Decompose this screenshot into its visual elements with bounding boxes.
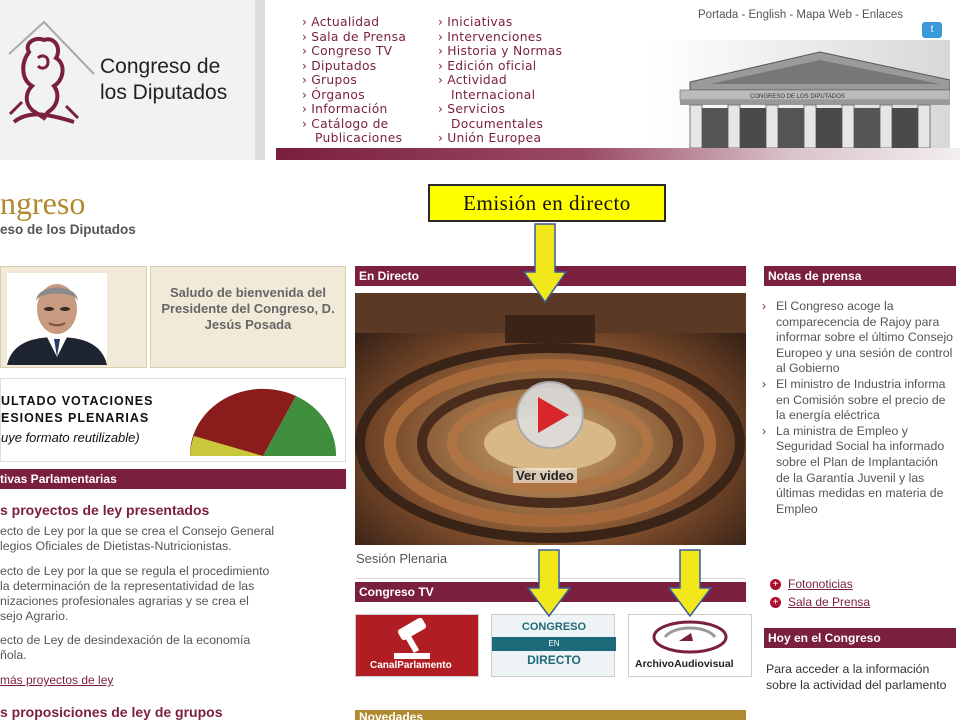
nav-item-catalogo[interactable]: › Catálogo de	[302, 116, 389, 131]
archivo-audiovisual-tile[interactable]	[628, 614, 752, 677]
live-broadcast-annotation: Emisión en directo	[428, 184, 666, 222]
arrow-down-icon	[522, 222, 568, 304]
arrow-down-icon	[667, 548, 713, 618]
canal-parlamento-label: CanalParlamento	[370, 660, 452, 671]
main-nav-column-1	[302, 15, 442, 146]
nav-item-historia-normas[interactable]: › Historia y Normas	[438, 44, 563, 58]
chevron-right-icon: ›	[438, 44, 444, 58]
archive-icon	[629, 617, 751, 657]
nav-item-edicion-oficial[interactable]: › Edición oficial	[438, 58, 537, 73]
president-portrait-image	[7, 273, 107, 365]
chevron-right-icon: ›	[438, 29, 444, 44]
page-subtitle: eso de los Diputados	[0, 222, 136, 237]
nav-item-congreso-tv[interactable]: › Congreso TV	[302, 44, 393, 58]
nav-item-sala-de-prensa[interactable]: › Sala de Prensa	[302, 29, 407, 44]
president-welcome-link[interactable]: Saludo de bienvenida del Presidente del Congreso, D. Jesús Posada	[150, 266, 346, 368]
chevron-right-icon: ›	[302, 29, 308, 44]
chevron-right-icon: ›	[762, 376, 767, 391]
chevron-right-icon: ›	[302, 73, 308, 87]
president-photo[interactable]	[0, 266, 147, 368]
nav-item-actualidad[interactable]: › Actualidad	[302, 15, 380, 29]
project-item[interactable]: ecto de Ley por la que se crea el Consejo General legios Oficiales de Dietistas-Nutricionistas.	[0, 524, 275, 553]
press-note-item[interactable]: › El Congreso acoge la comparecencia de Rajoy para informar sobre el último Consejo Europeo y una sesión de control al Gobierno	[762, 299, 954, 376]
logo-line1: Congreso de	[100, 55, 221, 78]
directo-label-line3: DIRECTO	[527, 653, 581, 667]
today-header: Hoy en el Congreso	[764, 628, 956, 648]
chevron-right-icon: ›	[302, 87, 308, 102]
congreso-en-directo-tile[interactable]	[491, 614, 615, 677]
today-description[interactable]: Para acceder a la información sobre la actividad del parlamento	[766, 662, 947, 692]
arrow-down-icon	[526, 548, 572, 618]
logo-text	[100, 54, 260, 106]
page-title: ngreso	[0, 185, 86, 221]
chevron-right-icon: ›	[438, 73, 444, 87]
novedades-header: Novedades	[355, 710, 746, 720]
building-inscription: CONGRESO DE LOS DIPUTADOS	[750, 94, 845, 100]
nav-item-actividad-cont[interactable]: Internacional	[451, 87, 536, 102]
chevron-right-icon: ›	[302, 44, 308, 58]
votes-title-line1: ULTADO VOTACIONES	[1, 394, 154, 408]
votes-format-note: uye formato reutilizable)	[1, 430, 140, 445]
video-caption: Sesión Plenaria	[356, 551, 448, 566]
archivo-label: ArchivoAudiovisual	[635, 658, 734, 670]
main-nav-column-2	[438, 15, 598, 146]
projects-heading[interactable]: s proyectos de ley presentados	[0, 502, 210, 518]
congreso-tv-header: Congreso TV	[355, 582, 746, 602]
propositions-heading[interactable]: s proposiciones de ley de grupos	[0, 704, 223, 720]
nav-item-iniciativas[interactable]: › Iniciativas	[438, 15, 513, 29]
top-links[interactable]: Portada - English - Mapa Web - Enlaces	[698, 9, 903, 21]
project-item[interactable]: ecto de Ley de desindexación de la economía ñola.	[0, 633, 251, 662]
press-room-link[interactable]: + Sala de Prensa	[770, 595, 870, 609]
nav-item-actividad[interactable]: › Actividad	[438, 73, 507, 87]
logo-area[interactable]	[0, 0, 265, 160]
watch-video-label[interactable]: Ver video	[513, 468, 577, 483]
chamber-video-frame	[355, 293, 746, 545]
chevron-right-icon: ›	[302, 15, 308, 29]
nav-item-catalogo-cont[interactable]: Publicaciones	[315, 131, 403, 145]
chevron-right-icon: ›	[302, 58, 308, 73]
live-section-header: En Directo	[355, 266, 746, 286]
chevron-right-icon: ›	[438, 58, 444, 73]
press-notes-header: Notas de prensa	[764, 266, 956, 286]
directo-label-line1: CONGRESO	[521, 621, 587, 633]
nav-item-organos[interactable]: › Órganos	[302, 87, 365, 102]
nav-item-servicios-cont[interactable]: Documentales	[451, 116, 544, 131]
chevron-right-icon: ›	[762, 423, 767, 438]
votes-title-line2: ESIONES PLENARIAS	[1, 411, 150, 425]
press-note-item[interactable]: › El ministro de Industria informa en Comisión sobre el precio de la energía eléctrica	[762, 376, 946, 423]
press-notes-list	[762, 299, 954, 517]
live-video-player[interactable]	[355, 293, 746, 545]
canal-parlamento-tile[interactable]	[355, 614, 479, 677]
nav-item-informacion[interactable]: › Información	[302, 102, 388, 116]
congress-building-image	[650, 40, 950, 148]
chevron-right-icon: ›	[438, 131, 444, 145]
twitter-icon[interactable]: t	[922, 22, 942, 38]
chevron-right-icon: ›	[438, 102, 444, 116]
initiatives-header: tivas Parlamentarias	[0, 469, 346, 489]
press-links	[770, 577, 870, 613]
nav-item-grupos[interactable]: › Grupos	[302, 73, 358, 87]
nav-item-diputados[interactable]: › Diputados	[302, 58, 377, 73]
header-bar	[276, 148, 960, 160]
site-header	[0, 0, 960, 160]
more-projects-link[interactable]: más proyectos de ley	[0, 673, 114, 687]
chevron-right-icon: ›	[302, 116, 308, 131]
logo-line2: los Diputados	[100, 81, 228, 104]
plus-icon: +	[770, 597, 781, 608]
nav-item-servicios[interactable]: › Servicios	[438, 102, 506, 116]
nav-item-union-europea[interactable]: › Unión Europea	[438, 131, 542, 145]
chevron-right-icon: ›	[438, 15, 444, 29]
press-note-item[interactable]: › La ministra de Empleo y Seguridad Social ha informado sobre el Plan de Implantación de la Garantía Juvenil y las últimas medidas en materia de Empleo	[762, 423, 945, 516]
chevron-right-icon: ›	[762, 299, 767, 313]
plus-icon: +	[770, 579, 781, 590]
directo-label-line2: EN	[492, 637, 616, 651]
chevron-right-icon: ›	[302, 102, 308, 116]
photo-news-link[interactable]: + Fotonoticias	[770, 577, 870, 591]
project-item[interactable]: ecto de Ley por la que se regula el procedimiento la determinación de la representatividad de las nizaciones profesionales agrarias y se crea el sejo Agrario.	[0, 564, 270, 623]
lion-logo-icon	[4, 14, 98, 134]
votes-gauge-icon[interactable]	[186, 388, 340, 458]
nav-item-intervenciones[interactable]: › Intervenciones	[438, 29, 543, 44]
